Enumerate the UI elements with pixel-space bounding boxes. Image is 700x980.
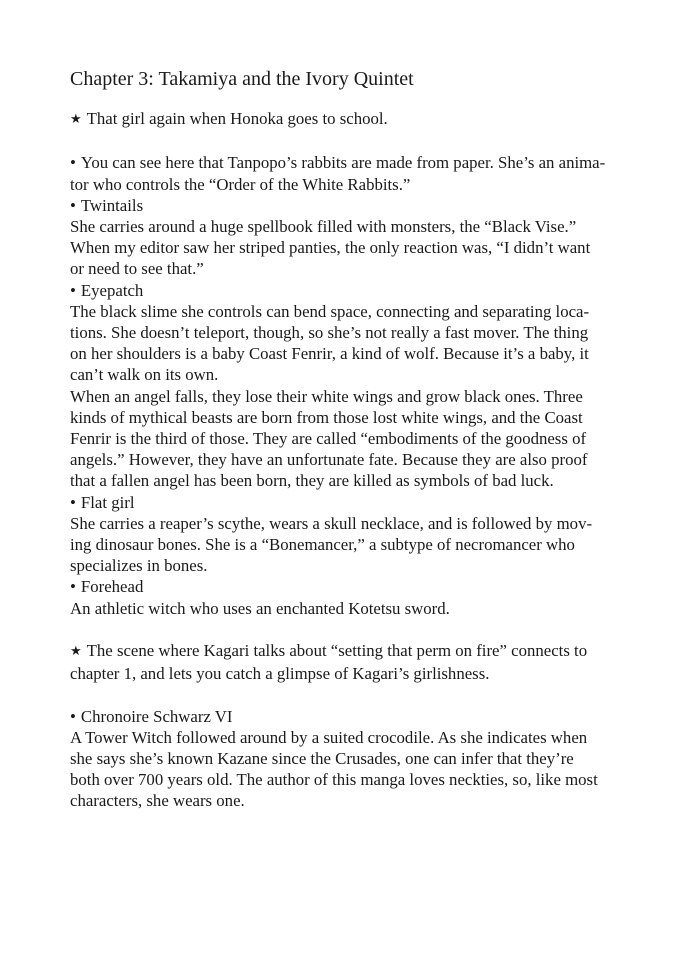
body-line: kinds of mythical beasts are born from those lost white wings, and the Coast [70, 407, 583, 427]
document-page [70, 66, 636, 812]
star-icon: ★ [70, 112, 82, 127]
bullet-icon: • [70, 706, 76, 726]
body-line: ing dinosaur bones. She is a “Bonemancer,” a subtype of necromancer who [70, 535, 575, 555]
note-line: chapter 1, and lets you catch a glimpse of Kagari’s girlishness. [70, 664, 490, 684]
body-line: tions. She doesn’t teleport, though, so she’s not really a fast mover. The thing [70, 323, 589, 343]
heading-text: Flat girl [80, 492, 135, 512]
body-line: she says she’s known Kazane since the Crusades, one can infer that they’re [70, 749, 574, 769]
note-text: The scene where Kagari talks about “setting that perm on fire” connects to [86, 641, 588, 661]
section-heading-forehead [70, 576, 636, 597]
intro-line: tor who controls the “Order of the White Rabbits.” [70, 174, 411, 194]
heading-text: Chronoire Schwarz VI [80, 706, 233, 726]
paragraph-gap [70, 684, 636, 705]
bullet-icon: • [70, 577, 76, 597]
paragraph-gap [70, 619, 636, 640]
note-line [70, 640, 636, 663]
body-line: both over 700 years old. The author of this manga loves neckties, so, like most [70, 770, 598, 790]
body-line: A Tower Witch followed around by a suited crocodile. As she indicates when [70, 727, 588, 747]
note-text: That girl again when Honoka goes to school. [86, 109, 388, 128]
heading-text: Forehead [80, 577, 144, 597]
heading-text: Eyepatch [80, 280, 144, 300]
bullet-icon: • [70, 153, 76, 173]
section-heading-flat-girl [70, 492, 636, 513]
body-line: Fenrir is the third of those. They are called “embodiments of the goodness of [70, 429, 587, 449]
body-line: The black slime she controls can bend space, connecting and separating loca- [70, 301, 590, 321]
chapter-title: Chapter 3: Takamiya and the Ivory Quintet [70, 68, 414, 90]
bullet-icon: • [70, 195, 76, 215]
section-heading-chronoire [70, 706, 636, 727]
body-line: characters, she wears one. [70, 791, 245, 811]
body-line: that a fallen angel has been born, they are killed as symbols of bad luck. [70, 471, 554, 491]
bullet-icon: • [70, 280, 76, 300]
body-line: An athletic witch who uses an enchanted Kotetsu sword. [70, 598, 450, 618]
body-line: When my editor saw her striped panties, the only reaction was, “I didn’t want [70, 238, 591, 258]
bullet-icon: • [70, 492, 76, 512]
note-line [70, 108, 636, 131]
intro-text: You can see here that Tanpopo’s rabbits are made from paper. She’s an anima- [80, 153, 606, 173]
body-line: She carries a reaper’s scythe, wears a skull necklace, and is followed by mov- [70, 513, 593, 533]
body-line: She carries around a huge spellbook filled with monsters, the “Black Vise.” [70, 217, 577, 236]
star-icon: ★ [70, 644, 82, 660]
body-line: specializes in bones. [70, 556, 208, 576]
heading-text: Twintails [80, 195, 144, 215]
body-line: angels.” However, they have an unfortunate fate. Because they are also proof [70, 450, 588, 470]
body-line: can’t walk on its own. [70, 365, 219, 385]
body-line: on her shoulders is a baby Coast Fenrir, a kind of wolf. Because it’s a baby, it [70, 344, 589, 364]
paragraph-gap [70, 131, 636, 152]
section-heading-eyepatch [70, 280, 636, 301]
body-line: or need to see that.” [70, 259, 204, 279]
section-heading-twintails [70, 195, 636, 216]
intro-line [70, 152, 636, 173]
body-line: When an angel falls, they lose their white wings and grow black ones. Three [70, 386, 583, 406]
